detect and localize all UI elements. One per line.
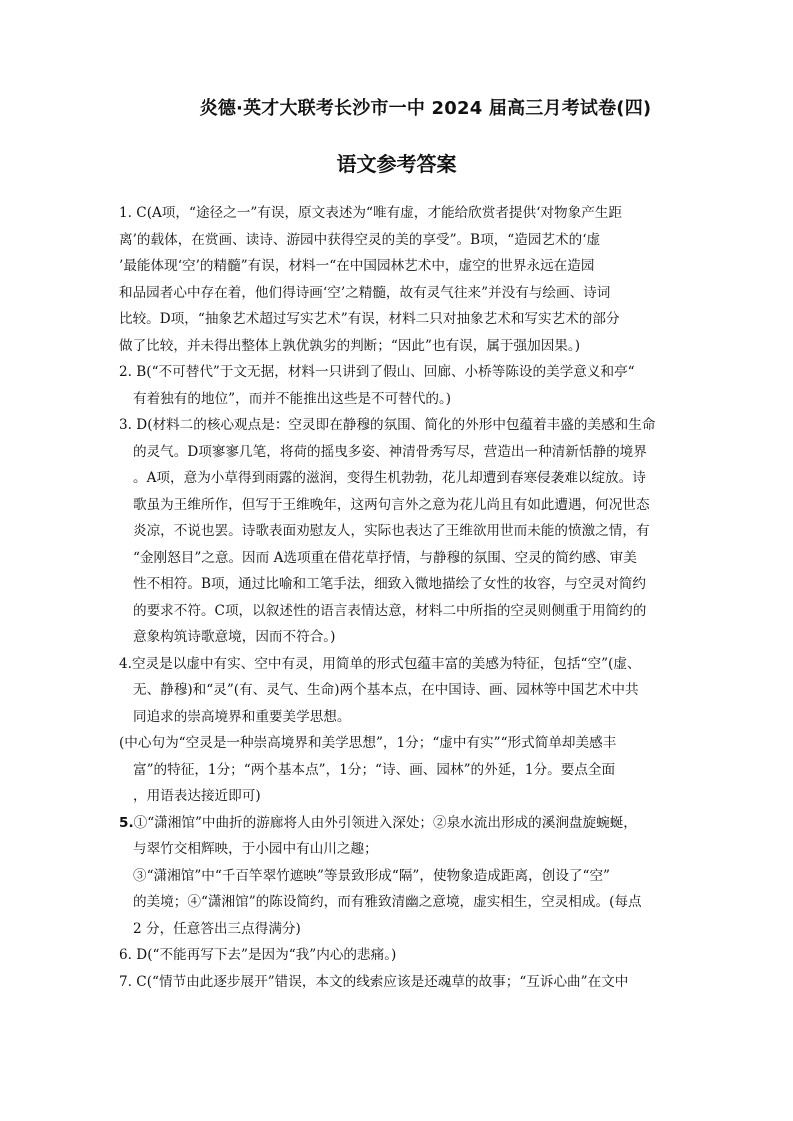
answer-line: 炎凉，不说也罢。诗歌表面劝慰友人，实际也表达了王维欲用世而未能的愤激之情，有 [133, 523, 650, 539]
answer-line: 同追求的崇高境界和重要美学思想。 [133, 708, 351, 725]
answer-line: 2 分，任意答出三点得满分) [133, 920, 301, 937]
answer-line: 1. C(A项，“途径之一”有误，原文表述为“唯有虚，才能给欣赏者提供‘对物象产生距 [119, 205, 622, 221]
answer-line: 做了比较，并未得出整体上孰优孰劣的判断；“因此”也有误，属于强加因果。) [119, 337, 580, 354]
scoring-note-line: 富”的特征，1分；“两个基本点”，1分；“诗、画、园林”的外延，1分。要点全面 [133, 761, 616, 778]
answer-q7 [119, 969, 679, 996]
answer-line: 意象构筑诗歌意境，因而不符合。) [133, 629, 336, 645]
scoring-note-line: (中心句为“空灵是一种崇高境界和美学思想”，1分；“虚中有实”“形式简单却美感丰 [119, 735, 617, 751]
answer-line: 有着独有的地位”，而并不能推出这些是不可替代的。) [133, 390, 452, 407]
document-subtitle: 语文参考答案 [336, 152, 457, 176]
answer-line: 6. D(“不能再写下去”是因为“我”内心的悲痛。) [119, 947, 397, 963]
answer-line: 2. B(“不可替代”于文无据，材料一只讲到了假山、回廊、小桥等陈设的美学意义和亭“ [119, 364, 635, 380]
answer-line: 和品园者心中存在着，他们得诗画‘空’之精髓，故有灵气往来”并没有与绘画、诗词 [119, 284, 611, 301]
answer-q2 [119, 359, 679, 412]
answer-line: 3. D(材料二的核心观点是：空灵即在静穆的氛围、简化的外形中包蕴着丰盛的美感和生命 [119, 417, 656, 433]
scoring-note-line: ，用语表达接近即可) [133, 788, 261, 804]
answer-line: 的要求不符。C项，以叙述性的语言表情达意，材料二中所指的空灵则侧重于用简约的 [133, 602, 647, 619]
answer-line: 的美境；④“潇湘馆”的陈设简约，而有雅致清幽之意境，虚实相生，空灵相成。(每点 [133, 894, 642, 910]
answer-line: 无、静穆)和“灵”(有、灵气、生命)两个基本点，在中国诗、画、园林等中国艺术中共 [133, 682, 639, 698]
answer-line: “金刚怒目”之意。因而 A选项重在借花草抒情，与静穆的氛围、空灵的简约感、审美 [133, 549, 637, 566]
answer-q4 [119, 651, 679, 810]
answer-line: ①“潇湘馆”中曲折的游廊将人由外引领进入深处；②泉水流出形成的溪涧盘旋蜿蜒， [133, 814, 637, 831]
answer-q5 [119, 810, 679, 943]
answer-line: 的灵气。D项寥寥几笔，将荷的摇曳多姿、神清骨秀写尽，营造出一种清新恬静的境界 [133, 443, 647, 460]
answer-line: 离’的载体，在赏画、读诗、游园中获得空灵的美的享受”。B项，“造园艺术的‘虚 [119, 231, 601, 248]
answer-line: 与翠竹交相辉映，于小园中有山川之趣； [133, 841, 378, 857]
answers-body [119, 200, 679, 995]
answer-line: ③“潇湘馆”中“千百竿翠竹遮映”等景致形成“隔”，使物象造成距离，创设了“空” [133, 867, 611, 884]
answer-line: 。A项，意为小草得到雨露的滋润，变得生机勃勃，花儿却遭到春寒侵袭难以绽放。诗 [133, 470, 646, 486]
answer-q1 [119, 200, 679, 359]
answer-line: 7. C(“情节由此逐步展开”错误，本文的线索应该是还魂草的故事；“互诉心曲”在文中 [119, 973, 629, 990]
exam-title: 炎德·英才大联考长沙市一中 2024 届高三月考试卷(四) [199, 98, 652, 119]
answer-line: 比较。D项，“抽象艺术超过写实艺术”有误，材料二只对抽象艺术和写实艺术的部分 [119, 311, 620, 327]
question-number: 5. [119, 814, 134, 831]
answer-line: 歌虽为王维所作，但写于王维晚年，这两句言外之意为花儿尚且有如此遭遇，何况世态 [133, 496, 650, 513]
answer-line: ’最能体现‘空’的精髓”有误，材料一“在中国园林艺术中，虚空的世界永远在造园 [119, 258, 595, 274]
answer-line: 4.空灵是以虚中有实、空中有灵，用简单的形式包蕴丰富的美感为特征，包括“空”(虚、 [119, 655, 641, 672]
answer-q6 [119, 942, 679, 969]
answer-line: 性不相符。B项，通过比喻和工笔手法，细致入微地描绘了女性的妆容，与空灵对简约 [133, 576, 646, 592]
answer-q3 [119, 412, 679, 651]
